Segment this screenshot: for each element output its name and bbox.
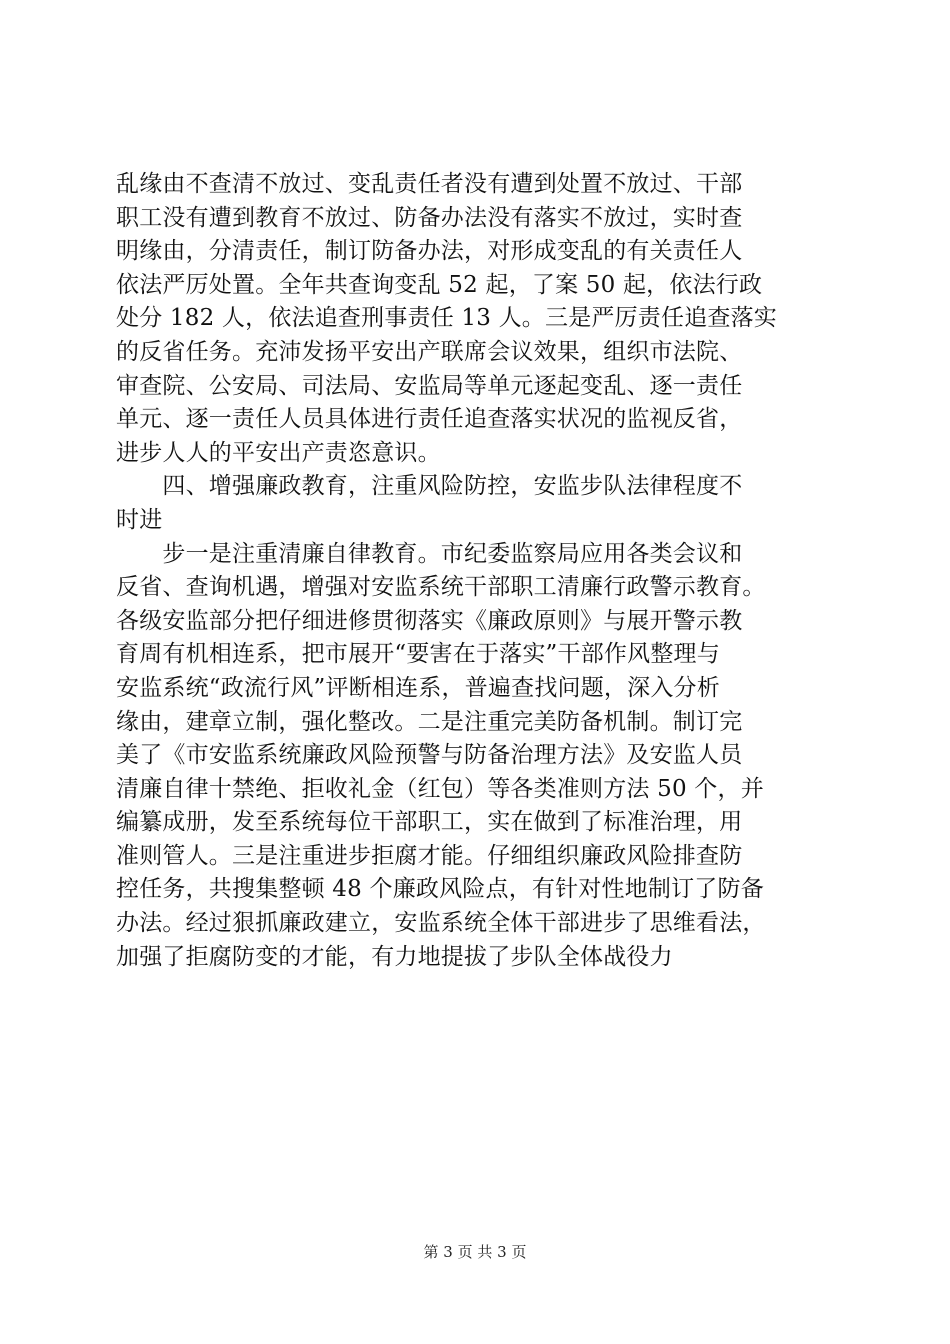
text-line: 处分 182 人，依法追查刑事责任 13 人。三是严厉责任追查落实: [116, 305, 778, 332]
text-line: 反省、查询机遇，增强对安监系统干部职工清廉行政警示教育。: [116, 574, 766, 601]
section-heading-line: 四、增强廉政教育，注重风险防控，安监步队法律程度不: [116, 473, 743, 500]
text-line: 乱缘由不查清不放过、变乱责任者没有遭到处置不放过、干部: [116, 171, 743, 197]
text-line: 依法严厉处置。全年共查询变乱 52 起，了案 50 起，依法行政: [116, 271, 763, 298]
text-line: 审查院、公安局、司法局、安监局等单元逐起变乱、逐一责任: [116, 372, 743, 399]
text-line: 单元、逐一责任人员具体进行责任追查落实状况的监视反省，: [116, 406, 743, 433]
text-line: 安监系统“政流行风”评断相连系，普遍查找问题，深入分析: [116, 674, 720, 701]
text-line: 准则管人。三是注重进步拒腐才能。仔细组织廉政风险排查防: [116, 842, 743, 869]
page-number-footer: 第 3 页 共 3 页: [423, 1243, 527, 1261]
text-line: 清廉自律十禁绝、拒收礼金（红包）等各类准则方法 50 个，并: [116, 775, 764, 802]
text-line: 加强了拒腐防变的才能，有力地提拔了步队全体战役力: [116, 943, 673, 970]
text-line: 职工没有遭到教育不放过、防备办法没有落实不放过，实时查: [116, 204, 743, 231]
text-line: 的反省任务。充沛发扬平安出产联席会议效果，组织市法院、: [116, 338, 743, 365]
text-line: 编纂成册，发至系统每位干部职工，实在做到了标准治理，用: [116, 809, 743, 836]
text-line: 控任务，共搜集整顿 48 个廉政风险点，有针对性地制订了防备: [116, 876, 764, 903]
body-text: [116, 168, 836, 974]
text-line: 美了《市安监系统廉政风险预警与防备治理方法》及安监人员: [116, 742, 743, 769]
text-line: 明缘由，分清责任，制订防备办法，对形成变乱的有关责任人: [116, 238, 743, 265]
text-line: 步一是注重清廉自律教育。市纪委监察局应用各类会议和: [116, 540, 743, 567]
text-line: 各级安监部分把仔细进修贯彻落实《廉政原则》与展开警示教: [116, 607, 743, 634]
text-line: 进步人人的平安出产责恣意识。: [116, 439, 441, 466]
text-line: 育周有机相连系，把市展开“要害在于落实”干部作风整理与: [116, 641, 720, 668]
text-line: 缘由，建章立制，强化整改。二是注重完美防备机制。制订完: [116, 708, 743, 735]
text-line: 办法。经过狠抓廉政建立，安监系统全体干部进步了思维看法，: [116, 910, 766, 937]
section-heading-line: 时进: [116, 506, 163, 533]
